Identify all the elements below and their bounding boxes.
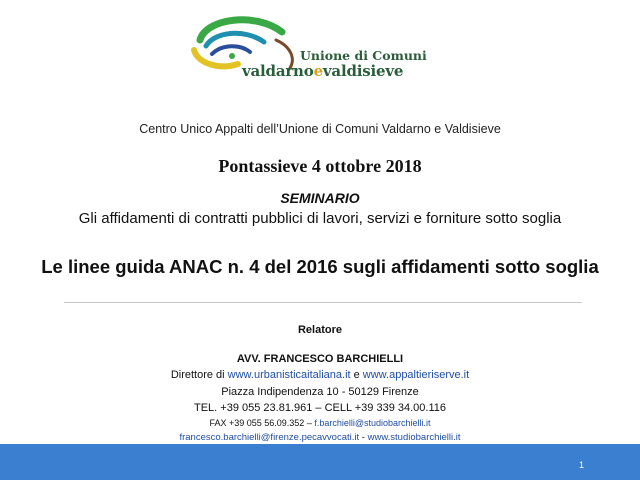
contact-line <box>0 432 640 443</box>
director-line <box>0 369 640 381</box>
director-conj: e <box>350 369 363 381</box>
appalti-link[interactable]: www.appaltieriserve.it <box>362 369 470 381</box>
fax-email-link[interactable]: f.barchielli@studiobarchielli.it <box>314 418 431 428</box>
contact-separator: - <box>359 432 368 443</box>
logo-text-valdisieve: valdisieve <box>322 62 404 80</box>
footer-bar <box>0 444 640 480</box>
seminar-label: SEMINARIO <box>280 190 360 206</box>
organization: Centro Unico Appalti dell’Unione di Comuni Valdarno e Valdisieve <box>139 122 501 136</box>
page-number: 1 <box>578 460 584 470</box>
divider <box>64 302 582 303</box>
phone-line: TEL. +39 055 23.81.961 – CELL +39 339 34.00.116 <box>194 402 446 414</box>
director-prefix: Direttore di <box>170 369 228 381</box>
studio-site-link[interactable]: www.studiobarchielli.it <box>367 432 461 443</box>
pec-email-link[interactable]: francesco.barchielli@firenze.pecavvocati.it <box>179 432 360 443</box>
logo-text-valdarno: valdarno <box>242 62 314 80</box>
logo-text-e: e <box>313 62 323 80</box>
fax-text: FAX +39 055 56.09.352 – <box>209 418 315 428</box>
address-line: Piazza Indipendenza 10 - 50129 Firenze <box>221 386 419 398</box>
logo-text-line2 <box>242 62 403 80</box>
logo <box>186 10 446 78</box>
relatore-label: Relatore <box>297 324 343 336</box>
logo-text-line1: Unione di Comuni <box>300 48 427 63</box>
date-line: Pontassieve 4 ottobre 2018 <box>218 156 422 176</box>
speaker-name: AVV. FRANCESCO BARCHIELLI <box>236 353 404 365</box>
seminar-subtitle: Gli affidamenti di contratti pubblici di lavori, servizi e forniture sotto soglia <box>78 210 562 227</box>
main-title: Le linee guida ANAC n. 4 del 2016 sugli affidamenti sotto soglia <box>41 256 599 277</box>
urbanistica-link[interactable]: www.urbanisticaitaliana.it <box>227 369 351 381</box>
fax-line <box>0 418 640 428</box>
